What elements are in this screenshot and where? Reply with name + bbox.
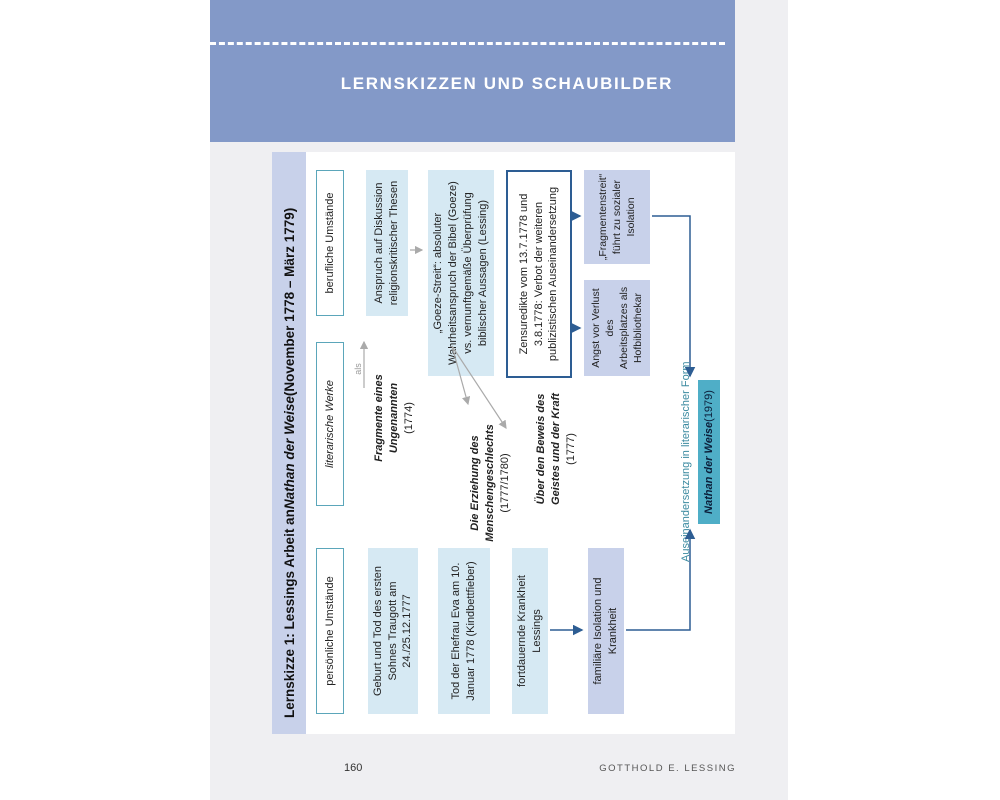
nathan-box: Nathan der Weise (1979): [698, 380, 720, 524]
prof-discussion-claim: Anspruch auf Diskussion religionskritischer Thesen: [366, 170, 408, 316]
prof-censorship: Zensuredikte vom 13.7.1778 und 3.8.1778: Verbot der weiteren publizistischen Auseinandersetzung: [506, 170, 572, 378]
connector-arrows: [272, 152, 735, 734]
arrow-to-beweis: [452, 346, 468, 404]
page-number: 160: [344, 762, 363, 774]
diagram-panel: [272, 152, 735, 734]
personal-birth-death-son: Geburt und Tod des ersten Sohnes Traugott am 24./25.12.1777: [368, 548, 418, 714]
col-header-works: literarische Werke: [316, 342, 344, 506]
als-label: als: [353, 363, 363, 375]
personal-illness: fortdauernde Krankheit Lessings: [512, 548, 548, 714]
work-erziehung: Die Erziehung des Menschengeschlechts (1777/1780): [469, 424, 511, 542]
arrow-to-erziehung: [452, 346, 506, 428]
prof-job-fear: Angst vor Verlust des Arbeitsplatzes als Hofbibliothekar: [584, 280, 650, 376]
section-title: LERNSKIZZEN UND SCHAUBILDER: [340, 74, 673, 93]
running-footer-author: GOTTHOLD E. LESSING: [599, 763, 736, 774]
col-header-personal: persönliche Umstände: [316, 548, 344, 714]
personal-death-wife: Tod der Ehefrau Eva am 10. Januar 1778 (Kindbettfieber): [438, 548, 490, 714]
chapter-header: [210, 0, 735, 142]
col-header-professional: berufliche Umstände: [316, 170, 344, 316]
literary-form-label: Auseinandersetzung in literarischer Form: [680, 361, 692, 562]
arrow-prof-to-nathan: [652, 216, 690, 376]
book-page: [210, 0, 788, 800]
diagram-rotated: [272, 152, 735, 734]
prof-fragmentenstreit: „Fragmentenstreit“ führt zu sozialer Isolation: [584, 170, 650, 264]
prof-goeze-streit: „Goeze-Streit“: absoluter Wahrheitsanspruch der Bibel (Goeze) vs. vernunftgemäße Überprüfung biblischer Aussagen (Lessing): [428, 170, 494, 376]
diagram-title: Lernskizze 1: Lessings Arbeit an Nathan der Weise (November 1778 – März 1779): [272, 152, 306, 734]
arrow-personal-to-nathan: [626, 530, 690, 630]
work-beweis: Über den Beweis des Geistes und der Kraft (1777): [535, 393, 577, 505]
personal-isolation: familiäre Isolation und Krankheit: [588, 548, 624, 714]
header-dashed-line: [210, 42, 725, 45]
work-fragmente: Fragmente eines Ungenannten (1774): [373, 374, 415, 462]
